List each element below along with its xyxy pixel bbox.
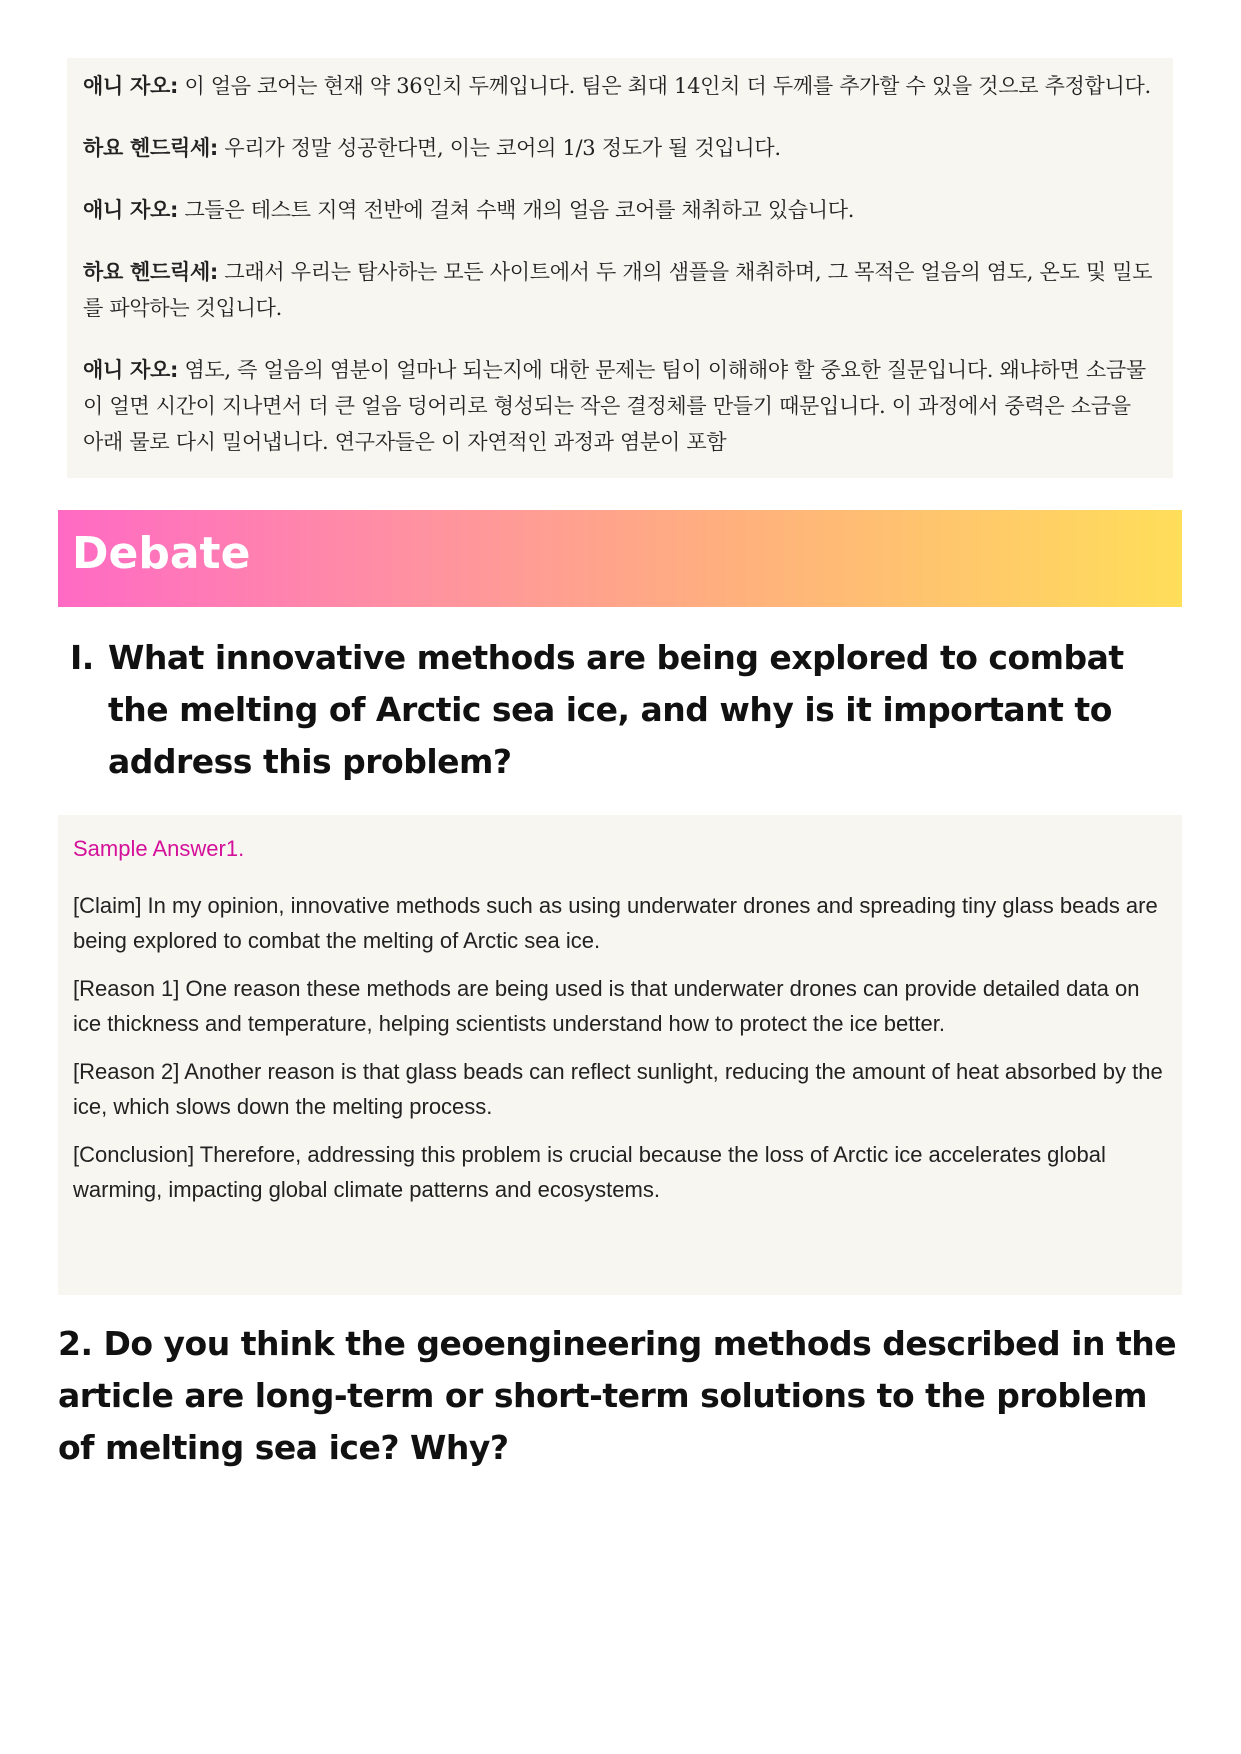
- transcript-line: [83, 192, 1157, 228]
- question-2: 2. Do you think the geoengineering methods described in the article are long-term or short-term solutions to the problem of melting sea ice? Why?: [58, 1324, 1177, 1467]
- speech-text: 그래서 우리는 탐사하는 모든 사이트에서 두 개의 샘플을 채취하며, 그 목적은 얼음의 염도, 온도 및 밀도를 파악하는 것입니다.: [83, 260, 1153, 320]
- speech-text: 염도, 즉 얼음의 염분이 얼마나 되는지에 대한 문제는 팀이 이해해야 할 중요한 질문입니다. 왜냐하면 소금물이 얼면 시간이 지나면서 더 큰 얼음 덩어리로 형성되는 작은 결정체를 만들기 때문입니다. 이 과정에서 중력은 소금을 아래 물로 다시 밀어냅니다. 연구자들은 이 자연적인 과정과 염분이 포함: [83, 358, 1146, 454]
- speaker-name: 하요 헨드릭세:: [83, 136, 219, 160]
- speaker-name: 애니 자오:: [83, 198, 179, 222]
- speech-text: 그들은 테스트 지역 전반에 걸쳐 수백 개의 얼음 코어를 채취하고 있습니다.: [178, 198, 855, 222]
- answer-reason-1: [Reason 1] One reason these methods are being used is that underwater drones can provide detailed data on ice thickness and temperature, helping scientists understand how to protect the ice better.: [73, 976, 1140, 1036]
- transcript-line: [83, 352, 1157, 460]
- transcript-line: [83, 68, 1157, 104]
- speech-text: 이 얼음 코어는 현재 약 36인치 두께입니다. 팀은 최대 14인치 더 두께를 추가할 수 있을 것으로 추정합니다.: [178, 74, 1151, 98]
- speaker-name: 애니 자오:: [83, 74, 179, 98]
- section-banner: [58, 510, 1182, 607]
- answer-claim: [Claim] In my opinion, innovative methods such as using underwater drones and spreading tiny glass beads are being explored to combat the melting of Arctic sea ice.: [73, 893, 1158, 953]
- transcript-line: [83, 130, 1157, 166]
- interview-transcript: [67, 58, 1173, 478]
- sample-answer-title: Sample Answer1.: [73, 836, 245, 861]
- answer-reason-2: [Reason 2] Another reason is that glass beads can reflect sunlight, reducing the amount of heat absorbed by the ice, which slows down the melting process.: [73, 1059, 1163, 1119]
- transcript-line: [83, 254, 1157, 326]
- speaker-name: 애니 자오:: [83, 358, 179, 382]
- question-text: What innovative methods are being explored to combat the melting of Arctic sea ice, and why is it important to address this problem?: [108, 638, 1124, 781]
- question-number: I.: [70, 638, 94, 677]
- answer-conclusion: [Conclusion] Therefore, addressing this problem is crucial because the loss of Arctic ice accelerates global warming, impacting global climate patterns and ecosystems.: [73, 1142, 1106, 1202]
- speaker-name: 하요 헨드릭세:: [83, 260, 219, 284]
- speech-text: 우리가 정말 성공한다면, 이는 코어의 1/3 정도가 될 것입니다.: [218, 136, 781, 160]
- question-1: [70, 632, 1180, 788]
- section-title: Debate: [72, 528, 251, 579]
- sample-answer-box: [58, 815, 1182, 1295]
